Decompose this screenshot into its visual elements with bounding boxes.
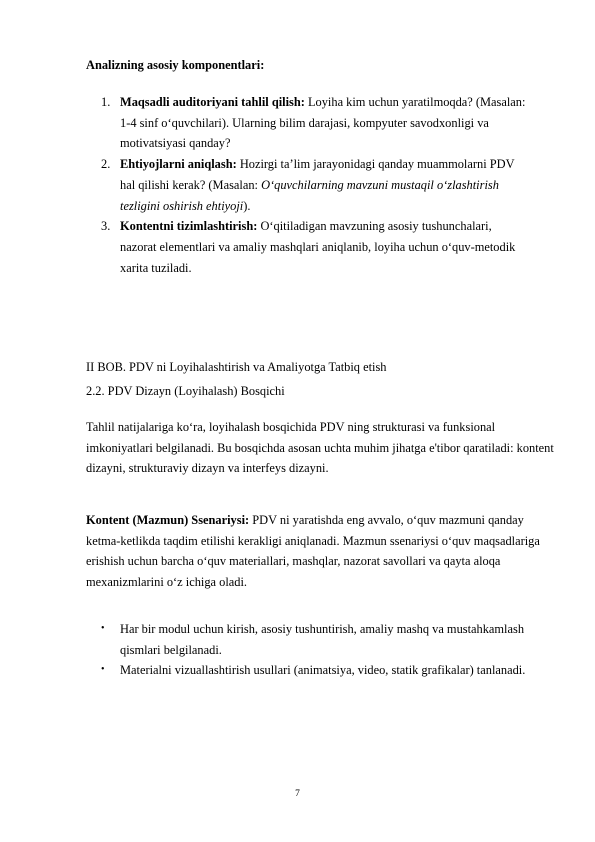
list-number: 1. bbox=[101, 95, 111, 109]
list-item bbox=[86, 154, 526, 216]
bullet-text: Materialni vizuallashtirish usullari (animatsiya, video, statik grafikalar) tanlanadi. bbox=[120, 663, 526, 678]
list-item bbox=[86, 92, 526, 154]
numbered-list bbox=[86, 92, 526, 278]
bullet-text: Har bir modul uchun kirish, asosiy tushuntirish, amaliy mashq va mustahkamlash qismlari belgilanadi. bbox=[120, 622, 525, 657]
bullet-item bbox=[86, 619, 526, 660]
list-item-italic-example: O‘quvchilarning mavzuni mustaqil o‘zlashtirish tezligini oshirish ehtiyoji bbox=[120, 177, 499, 213]
list-number: 3. bbox=[101, 219, 111, 234]
bullet-icon: • bbox=[101, 623, 105, 634]
paragraph-analysis: Tahlil natijalariga ko‘ra, loyihalash bosqichida PDV ning strukturasi va funksional imkoniyatlari belgilanadi. Bu bosqichda asosan uchta muhim jihatga e'tibor qaratiladi: kontent dizayni, strukturaviy dizayn va interfeys dizayni. bbox=[86, 420, 554, 476]
list-item-title: Kontentni tizimlashtirish: bbox=[120, 219, 258, 234]
list-item-title: Maqsadli auditoriyani tahlil qilish: bbox=[120, 95, 305, 109]
list-item-title: Ehtiyojlarni aniqlash: bbox=[120, 157, 237, 172]
section-title: 2.2. PDV Dizayn (Loyihalash) Bosqichi bbox=[86, 384, 285, 398]
section-heading: Analizning asosiy komponentlari: bbox=[86, 58, 265, 72]
bullet-icon: • bbox=[101, 664, 105, 676]
list-item-tail: ). bbox=[243, 198, 251, 213]
list-item-text: Loyiha kim uchun yaratilmoqda? (Masalan: 1-4 sinf o‘quvchilari). Ularning bilim darajasi, kompyuter savodxonligi va motivatsiyasi qanday? bbox=[120, 95, 526, 151]
chapter-title: II BOB. PDV ni Loyihalashtirish va Amaliyotga Tatbiq etish bbox=[86, 360, 387, 374]
list-number: 2. bbox=[101, 157, 111, 172]
list-item-text: Hozirgi ta’lim jarayonidagi qanday muammolarni PDV hal qilishi kerak? (Masalan: bbox=[120, 157, 515, 192]
paragraph-lead-term: Kontent (Mazmun) Ssenariysi: bbox=[86, 513, 250, 527]
paragraph-content-scenario bbox=[86, 510, 546, 593]
paragraph-body: PDV ni yaratishda eng avvalo, o‘quv mazmuni qanday ketma-ketlikda taqdim etilishi kerakligi aniqlanadi. Mazmun ssenariysi o‘quv maqsadlariga erishish uchun barcha o‘quv materiallari, mashqlar, nazorat savollari va qayta aloqa mexanizmlarini o‘z ichiga oladi. bbox=[86, 513, 540, 590]
bullet-list bbox=[86, 619, 526, 681]
page-number: 7 bbox=[295, 789, 300, 799]
list-item bbox=[86, 216, 526, 278]
bullet-item bbox=[86, 660, 526, 681]
list-item-text: O‘qitiladigan mavzuning asosiy tushunchalari, nazorat elementlari va amaliy mashqlari aniqlanib, loyiha uchun o‘quv-metodik xarita tuziladi. bbox=[120, 219, 516, 275]
